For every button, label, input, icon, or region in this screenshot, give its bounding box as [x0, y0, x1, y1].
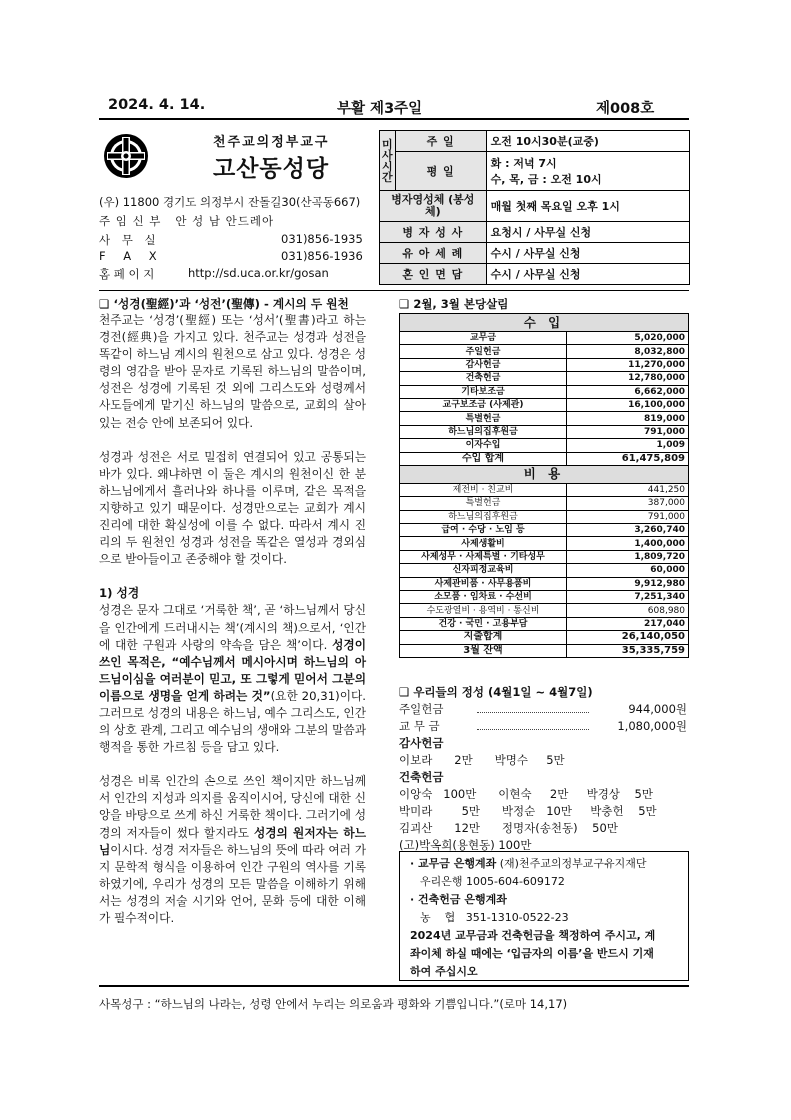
finance-amount: 11,270,000 — [567, 358, 689, 371]
thanks-list: 이보라 2만 박명수 5만 — [399, 753, 565, 767]
pastor-label: 주 임 신 부 — [99, 214, 162, 228]
finance-row — [400, 345, 689, 358]
finance-item: 지출합계 — [400, 631, 567, 644]
finance-amount: 12,780,000 — [567, 372, 689, 385]
article-body — [99, 312, 366, 927]
finance-amount: 16,100,000 — [567, 398, 689, 411]
finance-item: 특별헌금 — [400, 497, 567, 510]
office-row — [99, 232, 377, 248]
finance-item: 사제생활비 — [400, 537, 567, 550]
finance-table — [399, 313, 689, 658]
finance-row — [400, 604, 689, 617]
finance-amount: 9,912,980 — [567, 577, 689, 590]
finance-amount: 61,475,809 — [567, 452, 689, 465]
liturgical-week: 부활 제3주일 — [337, 101, 423, 117]
article-paragraph: 천주교는 ‘성경’(聖經) 또는 ‘성서’(聖書)라고 하는 경전(經典)을 가지고 있다. 천주교는 성경과 성전을 똑같이 하느님 계시의 원천으로 삼고 있다. 성경은 성령의 영감을 받아 문자로 기록된 하느님의 말씀이며, 성전은 성경에 기록된 것 외에 그리스도와 성령께서 사도들에게 맡기신 하느님의 말씀으로, 교회의 살아 있는 전승 안에 보존되어 있다. — [99, 313, 366, 430]
finance-item: 제전비 · 친교비 — [400, 483, 567, 496]
finance-amount: 60,000 — [567, 564, 689, 577]
finance-amount: 1,400,000 — [567, 537, 689, 550]
bank-line: · 건축헌금 은행계좌 — [410, 893, 507, 906]
finance-amount: 8,032,800 — [567, 345, 689, 358]
article-subheading: 1) 성경 — [99, 586, 140, 601]
finance-row — [400, 398, 689, 411]
schedule-label: 병 자 성 사 — [380, 222, 487, 243]
building-list: (고)박옥희(용현동) 100만 — [399, 838, 532, 852]
finance-row — [400, 591, 689, 604]
bank-notice: 2024년 교무금과 건축헌금을 책정하여 주시고, 계 — [410, 929, 656, 942]
finance-amount: 1,809,720 — [567, 550, 689, 563]
finance-amount: 26,140,050 — [567, 631, 689, 644]
thanks-heading: 감사헌금 — [399, 736, 444, 750]
finance-amount: 35,335,759 — [567, 644, 689, 657]
finance-section-label: 수 입 — [400, 314, 689, 332]
kyomu-amount: 1,080,000원 — [617, 719, 687, 733]
parish-address: (우) 11800 경기도 의정부시 잔돌길30(산곡동667) — [99, 195, 361, 209]
schedule-label: 주 일 — [395, 131, 486, 152]
finance-row — [400, 497, 689, 510]
finance-row — [400, 524, 689, 537]
finance-row — [400, 385, 689, 398]
finance-item: 사제성무 · 사제특별 · 기타성무 — [400, 550, 567, 563]
finance-amount: 1,009 — [567, 439, 689, 452]
finance-amount: 3,260,740 — [567, 524, 689, 537]
finance-row — [400, 372, 689, 385]
finance-item: 3월 잔액 — [400, 644, 567, 657]
schedule-label: 병자영성체 (봉성체) — [380, 191, 487, 222]
schedule-value: 수시 / 사무실 신청 — [486, 243, 689, 264]
finance-item: 교무금 — [400, 332, 567, 345]
finance-item: 소모품 · 임차료 · 수선비 — [400, 591, 567, 604]
finance-row — [400, 550, 689, 563]
finance-row — [400, 644, 689, 657]
diocese-name: 천주교의정부교구 — [213, 135, 330, 150]
finance-amount: 7,251,340 — [567, 591, 689, 604]
parish-emblem-icon — [103, 133, 149, 179]
building-heading: 건축헌금 — [399, 770, 444, 784]
finance-amount: 608,980 — [567, 604, 689, 617]
finance-item: 주일헌금 — [400, 345, 567, 358]
finance-row — [400, 510, 689, 523]
finance-amount: 791,000 — [567, 510, 689, 523]
pastor-name: 안 성 남 안드레아 — [175, 214, 275, 228]
schedule-value: 수시 / 사무실 신청 — [486, 264, 689, 285]
finance-section-label: 비 용 — [400, 465, 689, 483]
finance-item: 건축헌금 — [400, 372, 567, 385]
article-paragraph: 성경과 성전은 서로 밀접히 연결되어 있고 공통되는 바가 있다. 왜냐하면 이 둘은 계시의 원천이신 한 분 하느님에게서 흘러나와 하나를 이루며, 같은 목적을 지향하고 있기 때문이다. 성경만으로는 교회가 계시 진리에 대한 확실성에 이를 수 없다. 따라서 계시 진리의 두 원천인 성경과 성전을 똑같은 열성과 경외심으로 받아들이고 존중해야 할 것이다. — [99, 449, 366, 567]
pastor-row — [99, 213, 274, 229]
finance-row — [400, 617, 689, 630]
bank-account-box — [399, 851, 689, 981]
building-list: 박미라 5만 박정순 10만 박충헌 5만 — [399, 804, 657, 818]
fax-label: F A X — [99, 249, 164, 263]
parish-name: 고산동성당 — [213, 156, 330, 182]
finance-row — [400, 564, 689, 577]
article-paragraph: 성경은 비록 인간의 손으로 쓰인 책이지만 하느님께서 인간의 지성과 의지를 움직이시어, 당신에 대한 신앙을 바탕으로 쓰게 하신 거룩한 책이다. 그러기에 성경의 저자들이 썼다 할지라도 성경의 원저자는 하느님이시다. 성경 저자들은 하느님의 뜻에 따라 여러 가지 문학적 형식을 이용하여 인간 구원의 역사를 기록하였기에, 우리가 성경의 모든 말씀을 이해하기 위해서는 성경의 저술 시기와 언어, 문화 등에 대한 이해가 필수적이다. — [99, 774, 367, 925]
bank-notice: 좌이체 하실 때에는 ‘입금자의 이름’을 반드시 기재 — [410, 947, 654, 960]
finance-row — [400, 358, 689, 371]
finance-amount: 6,662,000 — [567, 385, 689, 398]
finance-row — [400, 425, 689, 438]
issue-number: 제008호 — [596, 101, 655, 117]
fax-row — [99, 249, 377, 263]
bank-line: · 교무금 은행계좌 (재)천주교의정부교구유지재단 — [410, 857, 647, 870]
mass-time-label: 미 사 시 간 — [380, 131, 396, 191]
bank-account: 농 협 351-1310-0522-23 — [420, 911, 569, 924]
finance-row — [400, 631, 689, 644]
footer-rule — [99, 985, 689, 987]
website-label: 홈 페 이 지 — [99, 267, 155, 281]
office-number: 031)856-1935 — [281, 232, 363, 246]
pastoral-verse: 사목성구 : “하느님의 나라는, 성령 안에서 누리는 의로움과 평화와 기쁨입니다.”(로마 14,17) — [99, 997, 568, 1011]
building-list: 김괴산 12만 정명자(송천동) 50만 — [399, 821, 618, 835]
bank-notice: 하여 주십시오 — [410, 965, 478, 978]
finance-title: ❑ 2월, 3월 본당살림 — [399, 297, 509, 311]
finance-amount: 387,000 — [567, 497, 689, 510]
finance-item: 수입 합계 — [400, 452, 567, 465]
schedule-value: 요청시 / 사무실 신청 — [486, 222, 689, 243]
schedule-value: 화 : 저녁 7시 수, 목, 금 : 오전 10시 — [486, 152, 689, 191]
finance-item: 기타보조금 — [400, 385, 567, 398]
article-title: ❑ ‘성경(聖經)’과 ‘성전’(聖傳) - 계시의 두 원천 — [99, 297, 349, 311]
office-label: 사 무 실 — [99, 233, 160, 247]
kyomu-row: 교 무 금 1,080,000원 — [399, 719, 687, 733]
finance-amount: 819,000 — [567, 412, 689, 425]
finance-amount: 791,000 — [567, 425, 689, 438]
finance-row — [400, 439, 689, 452]
offering-title: ❑ 우리들의 정성 (4월1일 ~ 4월7일) — [399, 685, 593, 699]
finance-row — [400, 452, 689, 465]
finance-amount: 5,020,000 — [567, 332, 689, 345]
finance-item: 교구보조금 (사제관) — [400, 398, 567, 411]
finance-row — [400, 332, 689, 345]
finance-item: 수도광열비 · 용역비 · 통신비 — [400, 604, 567, 617]
finance-section-head — [400, 314, 689, 332]
finance-item: 특별헌금 — [400, 412, 567, 425]
schedule-value: 매월 첫째 목요일 오후 1시 — [486, 191, 689, 222]
finance-amount: 441,250 — [567, 483, 689, 496]
website-row — [99, 266, 329, 282]
finance-item: 이자수입 — [400, 439, 567, 452]
mass-schedule-table — [379, 130, 690, 285]
sunday-offering-row: 주일헌금 944,000원 — [399, 702, 687, 716]
finance-item: 건강 · 국민 · 고용부담 — [400, 617, 567, 630]
finance-section-head — [400, 465, 689, 483]
finance-item: 사제관비품 · 사무용품비 — [400, 577, 567, 590]
website-link[interactable]: http://sd.uca.or.kr/gosan — [188, 266, 329, 280]
schedule-label: 평 일 — [395, 152, 486, 191]
header-rule — [99, 118, 689, 120]
article-paragraph: 성경은 문자 그대로 ‘거룩한 책’, 곧 ‘하느님께서 당신을 인간에게 드러내시는 책’(계시의 책)으로서, ‘인간에 대한 구원과 사랑의 약속을 담은 책’이다. 성경이 쓰인 목적은, “예수님께서 메시아시며 하느님의 아드님이심을 여러분이 믿고, 또 그렇게 믿어서 그분의 이름으로 생명을 얻게 하려는 것”(요한 20,31)이다. 그러므로 성경의 내용은 하느님, 예수 그리스도, 인간의 상호 관계, 그리고 예수님의 생애와 그분의 말씀과 행적을 통한 가르침 등을 담고 있다. — [99, 603, 366, 755]
finance-row — [400, 412, 689, 425]
finance-row — [400, 577, 689, 590]
bank-account: 우리은행 1005-604-609172 — [420, 875, 565, 888]
section-divider — [99, 290, 689, 291]
schedule-label: 혼 인 면 담 — [380, 264, 487, 285]
finance-item: 신자피정교육비 — [400, 564, 567, 577]
finance-row — [400, 537, 689, 550]
schedule-label: 유 아 세 례 — [380, 243, 487, 264]
finance-item: 감사헌금 — [400, 358, 567, 371]
building-list: 이앙숙 100만 이현숙 2만 박경상 5만 — [399, 787, 653, 801]
schedule-value: 오전 10시30분(교중) — [486, 131, 689, 152]
issue-date: 2024. 4. 14. — [108, 97, 206, 113]
finance-item: 하느님의집후원금 — [400, 425, 567, 438]
finance-item: 급여 · 수당 · 노임 등 — [400, 524, 567, 537]
finance-row — [400, 483, 689, 496]
fax-number: 031)856-1936 — [281, 249, 363, 263]
finance-item: 하느님의집후원금 — [400, 510, 567, 523]
finance-amount: 217,040 — [567, 617, 689, 630]
sunday-offering-amount: 944,000원 — [628, 702, 687, 716]
